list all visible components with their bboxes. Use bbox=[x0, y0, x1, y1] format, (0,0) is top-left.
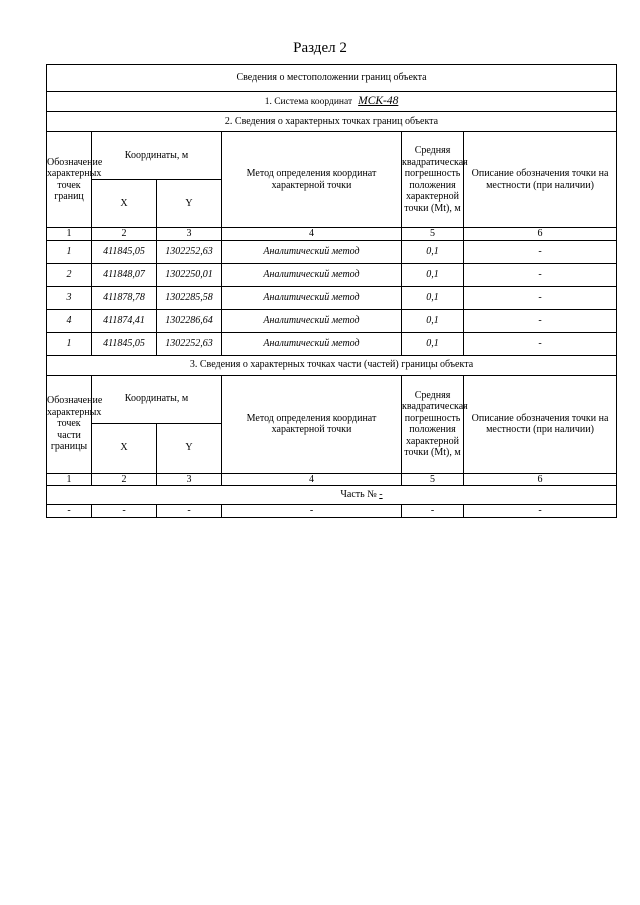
part-label: Часть № bbox=[340, 489, 377, 501]
point-id: 3 bbox=[47, 286, 92, 309]
s2-col-numbers bbox=[47, 228, 617, 241]
method: Аналитический метод bbox=[222, 309, 402, 332]
coord-y: 1302252,63 bbox=[157, 332, 222, 355]
s2-header-coordinates: Координаты, м bbox=[92, 132, 222, 180]
s2-header-description: Описание обозначения точки на местности (при наличии) bbox=[464, 132, 617, 228]
page-title: Раздел 2 bbox=[293, 40, 347, 56]
description: - bbox=[464, 332, 617, 355]
coord-x: 411845,05 bbox=[92, 332, 157, 355]
s3-header-method: Метод определения координат характерной точки bbox=[222, 375, 402, 473]
s3-header-error: Средняя квадратическая погрешность положения характерной точки (Mt), м bbox=[402, 375, 464, 473]
empty-cell: - bbox=[92, 505, 157, 518]
part-row bbox=[47, 486, 617, 505]
coord-y: 1302252,63 bbox=[157, 240, 222, 263]
empty-cell: - bbox=[402, 505, 464, 518]
coord-y: 1302285,58 bbox=[157, 286, 222, 309]
s3-header-x: X bbox=[92, 423, 157, 473]
col-number: 6 bbox=[464, 228, 617, 241]
coord-y: 1302250,01 bbox=[157, 263, 222, 286]
section-title: Сведения о местоположении границ объекта bbox=[47, 65, 617, 92]
col-number: 2 bbox=[92, 228, 157, 241]
s3-col-numbers bbox=[47, 473, 617, 486]
s2-header-error: Средняя квадратическая погрешность положения характерной точки (Mt), м bbox=[402, 132, 464, 228]
col-number: 5 bbox=[402, 473, 464, 486]
point-id: 1 bbox=[47, 240, 92, 263]
s2-header-x: X bbox=[92, 180, 157, 228]
table-row bbox=[47, 263, 617, 286]
boundary-table bbox=[46, 64, 617, 518]
empty-cell: - bbox=[222, 505, 402, 518]
s3-header-y: Y bbox=[157, 423, 222, 473]
coord-y: 1302286,64 bbox=[157, 309, 222, 332]
col-number: 3 bbox=[157, 228, 222, 241]
description: - bbox=[464, 286, 617, 309]
empty-cell: - bbox=[464, 505, 617, 518]
col-number: 4 bbox=[222, 473, 402, 486]
s2-header-designation: Обозначение характерных точек границ bbox=[47, 132, 92, 228]
coord-x: 411848,07 bbox=[92, 263, 157, 286]
method: Аналитический метод bbox=[222, 332, 402, 355]
col-number: 1 bbox=[47, 473, 92, 486]
coord-x: 411845,05 bbox=[92, 240, 157, 263]
s3-header-description: Описание обозначения точки на местности (при наличии) bbox=[464, 375, 617, 473]
description: - bbox=[464, 309, 617, 332]
col-number: 2 bbox=[92, 473, 157, 486]
error: 0,1 bbox=[402, 240, 464, 263]
col-number: 3 bbox=[157, 473, 222, 486]
s3-header-coordinates: Координаты, м bbox=[92, 375, 222, 423]
part-number: - bbox=[379, 489, 383, 501]
method: Аналитический метод bbox=[222, 263, 402, 286]
table-row bbox=[47, 505, 617, 518]
col-number: 6 bbox=[464, 473, 617, 486]
description: - bbox=[464, 240, 617, 263]
error: 0,1 bbox=[402, 263, 464, 286]
error: 0,1 bbox=[402, 286, 464, 309]
coord-x: 411878,78 bbox=[92, 286, 157, 309]
col-number: 1 bbox=[47, 228, 92, 241]
s3-header-designation: Обозначение характерных точек части границы bbox=[47, 375, 92, 473]
error: 0,1 bbox=[402, 309, 464, 332]
coord-x: 411874,41 bbox=[92, 309, 157, 332]
empty-cell: - bbox=[157, 505, 222, 518]
point-id: 2 bbox=[47, 263, 92, 286]
empty-cell: - bbox=[47, 505, 92, 518]
col-number: 4 bbox=[222, 228, 402, 241]
point-id: 1 bbox=[47, 332, 92, 355]
section2-title: 2. Сведения о характерных точках границ объекта bbox=[47, 112, 617, 132]
table-row bbox=[47, 309, 617, 332]
s2-header-y: Y bbox=[157, 180, 222, 228]
error: 0,1 bbox=[402, 332, 464, 355]
table-row bbox=[47, 332, 617, 355]
coord-system-value: МСК-48 bbox=[358, 94, 399, 107]
col-number: 5 bbox=[402, 228, 464, 241]
table-row bbox=[47, 286, 617, 309]
coord-system-label: 1. Система координат bbox=[264, 96, 353, 107]
table-row bbox=[47, 240, 617, 263]
description: - bbox=[464, 263, 617, 286]
s2-header-method: Метод определения координат характерной точки bbox=[222, 132, 402, 228]
method: Аналитический метод bbox=[222, 286, 402, 309]
coord-system-row bbox=[47, 92, 617, 112]
method: Аналитический метод bbox=[222, 240, 402, 263]
point-id: 4 bbox=[47, 309, 92, 332]
section3-title: 3. Сведения о характерных точках части (частей) границы объекта bbox=[47, 355, 617, 375]
